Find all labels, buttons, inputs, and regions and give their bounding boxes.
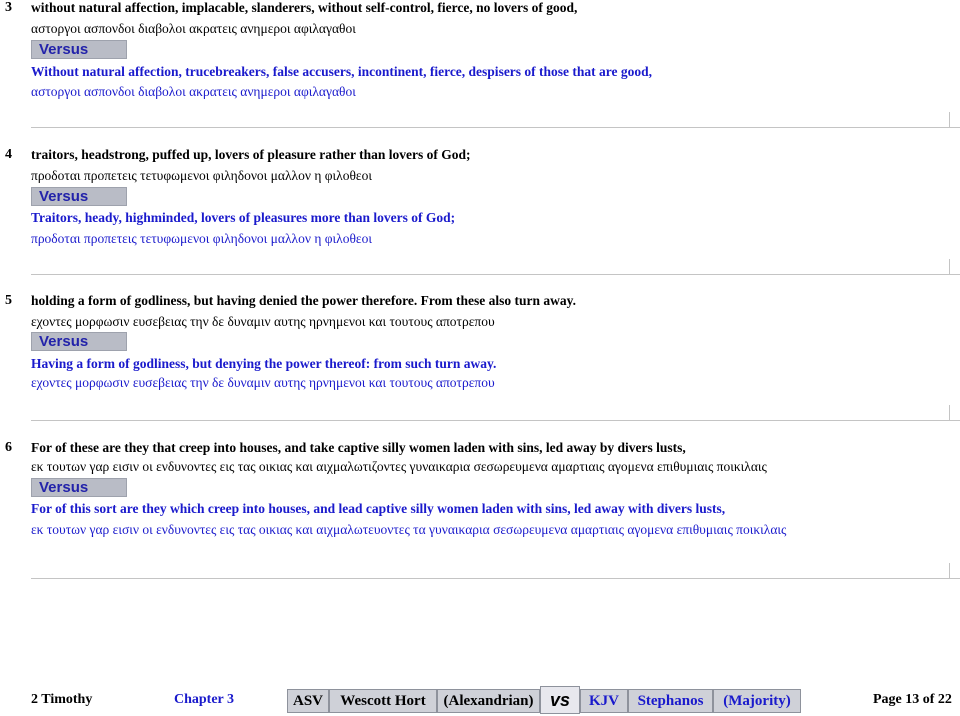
asv-button[interactable]: ASV xyxy=(287,689,329,713)
verse-text-asv: traitors, headstrong, puffed up, lovers of pleasure rather than lovers of God; xyxy=(31,147,471,162)
verse-greek-wh: εχοντες μορφωσιν ευσεβειας την δε δυναμιν αυτης ηρνημενοι και τουτους αποτρεπου xyxy=(31,314,495,329)
verse-text-kjv: Without natural affection, trucebreakers, false accusers, incontinent, fierce, despisers of those that are good, xyxy=(31,64,653,79)
verse-greek-wh: αστοργοι ασπονδοι διαβολοι ακρατεις ανημεροι αφιλαγαθοι xyxy=(31,21,356,36)
versus-label: Versus xyxy=(31,187,127,206)
majority-button[interactable]: (Majority) xyxy=(713,689,801,713)
verse-text-asv: without natural affection, implacable, slanderers, without self-control, fierce, no lovers of good, xyxy=(31,0,578,15)
alexandrian-button[interactable]: (Alexandrian) xyxy=(437,689,540,713)
verse-divider-cap xyxy=(949,405,950,421)
verse-text-asv: For of these are they that creep into houses, and take captive silly women laden with sins, led away by divers lusts, xyxy=(31,440,686,455)
verse-divider xyxy=(31,274,960,275)
verse-divider xyxy=(31,127,960,128)
verse-divider-cap xyxy=(949,259,950,275)
versus-label: Versus xyxy=(31,40,127,59)
verse-greek-stephanos: εκ τουτων γαρ εισιν οι ενδυνοντες εις τας οικιας και αιχμαλωτευοντες τα γυναικαρια σεσωρευμενα αμαρτιαις αγομενα επιθυμιαις ποικιλαις xyxy=(31,522,787,537)
stephanos-button[interactable]: Stephanos xyxy=(628,689,713,713)
verse-number: 3 xyxy=(5,0,12,15)
verse-divider-cap xyxy=(949,112,950,128)
verse-greek-wh: εκ τουτων γαρ εισιν οι ενδυνοντες εις τας οικιας και αιχμαλωτιζοντες γυναικαρια σεσωρευμενα αμαρτιαις αγομενα επιθυμιαις ποικιλαις xyxy=(31,459,767,474)
versus-label: Versus xyxy=(31,478,127,497)
verse-number: 5 xyxy=(5,293,12,308)
verse-text-kjv: Having a form of godliness, but denying the power thereof: from such turn away. xyxy=(31,356,497,371)
verse-greek-stephanos: εχοντες μορφωσιν ευσεβειας την δε δυναμιν αυτης ηρνημενοι και τουτους αποτρεπου xyxy=(31,375,495,390)
verse-number: 4 xyxy=(5,147,12,162)
chapter-label[interactable]: Chapter 3 xyxy=(174,692,235,707)
vs-button[interactable]: vs xyxy=(540,686,580,714)
verse-greek-stephanos: αστοργοι ασπονδοι διαβολοι ακρατεις ανημεροι αφιλαγαθοι xyxy=(31,84,356,99)
page-indicator: Page 13 of 22 xyxy=(873,692,952,707)
book-title: 2 Timothy xyxy=(31,692,93,707)
verse-text-kjv: For of this sort are they which creep into houses, and lead captive silly women laden with sins, led away with divers lusts, xyxy=(31,501,726,516)
verse-block xyxy=(0,293,960,423)
verse-divider xyxy=(31,420,960,421)
wescott-hort-button[interactable]: Wescott Hort xyxy=(329,689,437,713)
verse-block xyxy=(0,147,960,277)
verse-greek-wh: προδοται προπετεις τετυφωμενοι φιληδονοι μαλλον η φιλοθεοι xyxy=(31,168,372,183)
verse-number: 6 xyxy=(5,440,12,455)
verse-greek-stephanos: προδοται προπετεις τετυφωμενοι φιληδονοι μαλλον η φιλοθεοι xyxy=(31,231,372,246)
verse-divider xyxy=(31,578,960,579)
verse-divider-cap xyxy=(949,563,950,579)
verse-text-asv: holding a form of godliness, but having denied the power therefore. From these also turn away. xyxy=(31,293,577,308)
verse-text-kjv: Traitors, heady, highminded, lovers of pleasures more than lovers of God; xyxy=(31,210,456,225)
footer-bar xyxy=(0,686,960,716)
verse-block xyxy=(0,440,960,585)
kjv-button[interactable]: KJV xyxy=(580,689,628,713)
versus-label: Versus xyxy=(31,332,127,351)
verse-block xyxy=(0,0,960,130)
